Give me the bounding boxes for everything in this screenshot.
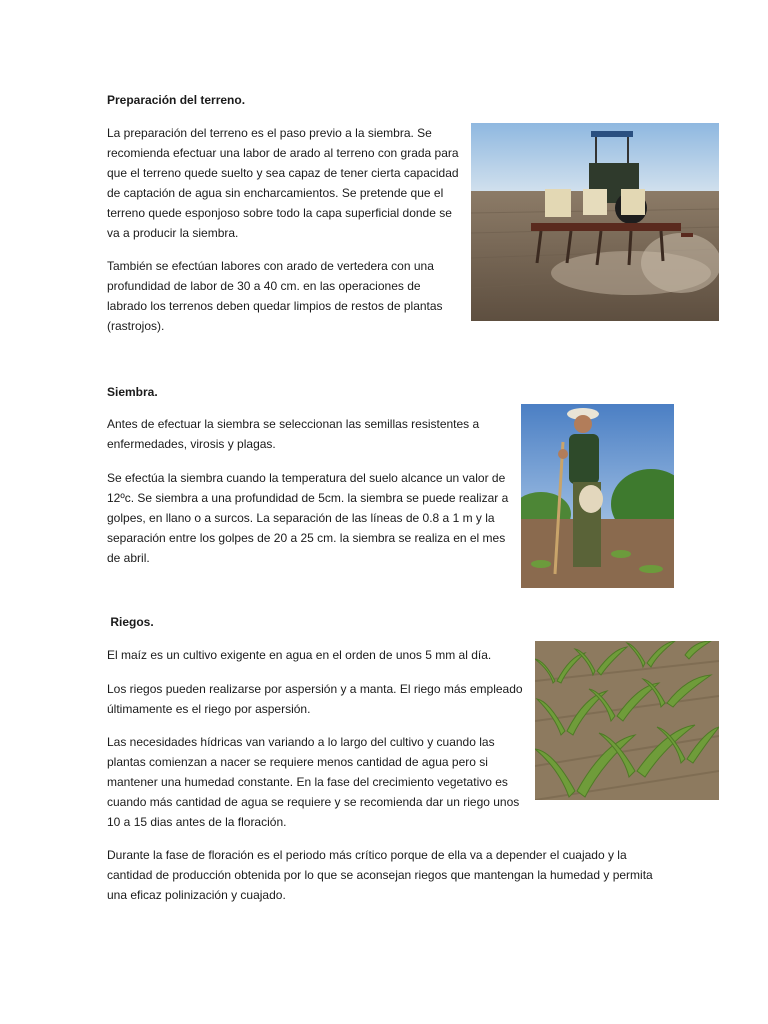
farmer-photo	[521, 404, 674, 588]
paragraph-riegos-3: Las necesidades hídricas van variando a lo largo del cultivo y cuando las plantas comienzan a nacer se requiere menos cantidad de agua pero si mantener una humedad constante. En la fase del crecimiento vegetativo es cuando más cantidad de agua se requiere y se recomienda dar un riego unos 10 a 15 dias antes de la floración.	[107, 735, 520, 829]
paragraph-preparacion-1: La preparación del terreno es el paso previo a la siembra. Se recomienda efectuar una labor de arado al terreno con grada para que el terreno quede suelto y sea capaz de tener cierta capacidad de captación de agua sin encharcamientos. Se pretende que el terreno quede esponjoso sobre todo la capa superficial donde se va a producir la siembra.	[107, 126, 459, 240]
paragraph-riegos-4: Durante la fase de floración es el periodo más crítico porque de ella va a depender el cuajado y la cantidad de producción obtenida por lo que se aconsejan riegos que mantengan la humedad y permita una eficaz polinización y cuajado.	[107, 848, 653, 902]
tractor-photo-icon	[471, 123, 719, 321]
paragraph-riegos-1: El maíz es un cultivo exigente en agua en el orden de unos 5 mm al día.	[107, 648, 492, 662]
paragraph-riegos-2: Los riegos pueden realizarse por aspersión y a manta. El riego más empleado últimamente es el riego por aspersión.	[107, 682, 523, 716]
paragraph-siembra-1: Antes de efectuar la siembra se seleccionan las semillas resistentes a enfermedades, virosis y plagas.	[107, 417, 480, 451]
farmer-photo-icon	[521, 404, 674, 588]
paragraph-preparacion-2: También se efectúan labores con arado de vertedera con una profundidad de labor de 30 a 40 cm. en las operaciones de labrado los terrenos deben quedar limpios de restos de plantas (rastrojos).	[107, 259, 443, 333]
heading-siembra: Siembra.	[107, 385, 158, 399]
heading-riegos: Riegos.	[107, 615, 154, 629]
tractor-photo	[471, 123, 719, 321]
corn-field-photo	[535, 641, 719, 800]
paragraph-siembra-2: Se efectúa la siembra cuando la temperatura del suelo alcance un valor de 12ºc. Se siembra a una profundidad de 5cm. la siembra se puede realizar a golpes, en llano o a surcos. La separación de las líneas de 0.8 a 1 m y la separación entre los golpes de 20 a 25 cm. la siembra se realiza en el mes de abril.	[107, 471, 509, 565]
corn-field-photo-icon	[535, 641, 719, 800]
heading-preparacion: Preparación del terreno.	[107, 93, 246, 107]
